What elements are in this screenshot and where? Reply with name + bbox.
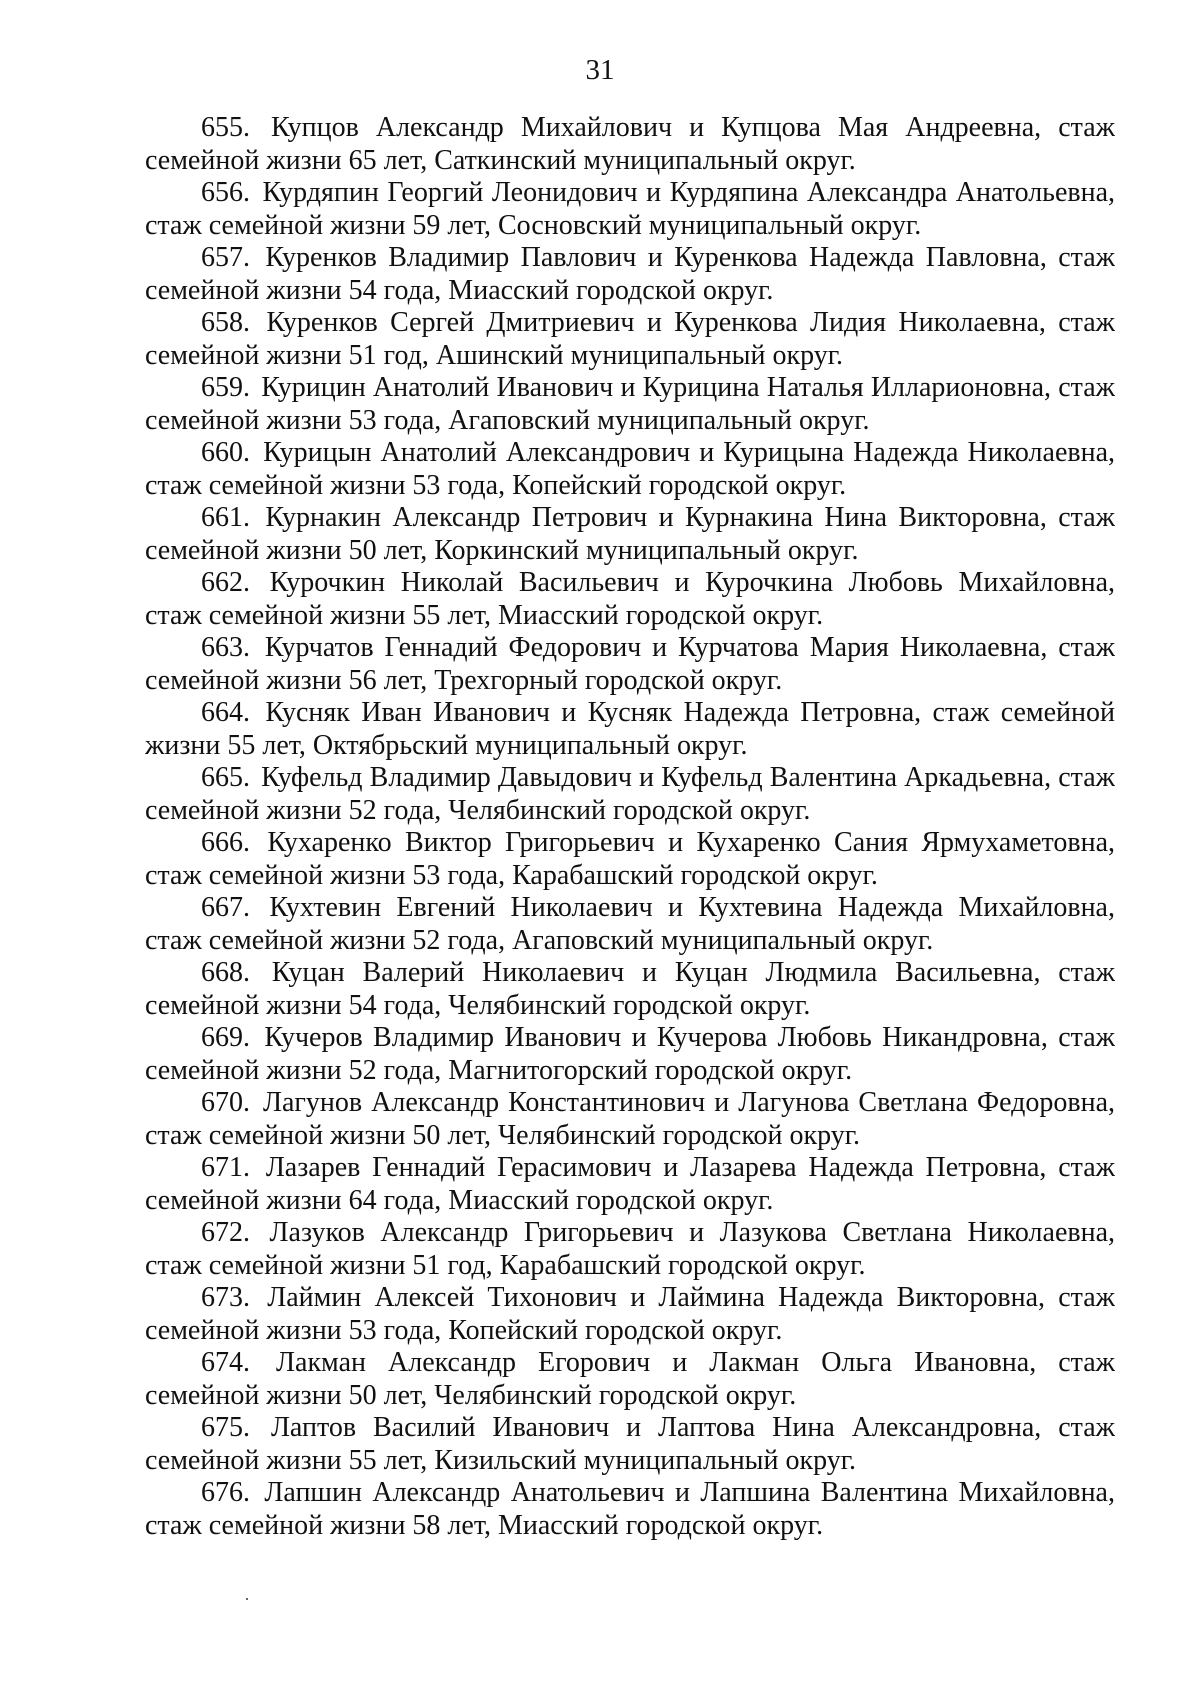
entry-number: 674. <box>201 1347 250 1378</box>
list-item <box>145 1347 1115 1412</box>
entry-text: Кухаренко Виктор Григорьевич и Кухаренко Сания Ярмухаметовна, стаж семейной жизни 53 года, Карабашский городской округ. <box>145 827 1115 891</box>
entry-text: Кухтевин Евгений Николаевич и Кухтевина Надежда Михайловна, стаж семейной жизни 52 года, Агаповский муниципальный округ. <box>145 892 1115 956</box>
entry-text: Курдяпин Георгий Леонидович и Курдяпина Александра Анатольевна, стаж семейной жизни 59 лет, Сосновский муниципальный округ. <box>145 177 1115 241</box>
entry-number: 675. <box>201 1412 250 1443</box>
list-item <box>145 1412 1115 1477</box>
entry-text: Курицын Анатолий Александрович и Курицына Надежда Николаевна, стаж семейной жизни 53 года, Копейский городской округ. <box>145 437 1115 501</box>
entry-number: 672. <box>201 1217 250 1248</box>
entry-number: 664. <box>201 697 250 728</box>
list-item <box>145 242 1115 307</box>
entry-text: Курочкин Николай Васильевич и Курочкина Любовь Михайловна, стаж семейной жизни 55 лет, Миасский городской округ. <box>145 567 1115 631</box>
list-item <box>145 437 1115 502</box>
entry-number: 669. <box>201 1022 250 1053</box>
list-item <box>145 892 1115 957</box>
entry-text: Лакман Александр Егорович и Лакман Ольга Ивановна, стаж семейной жизни 50 лет, Челябинский городской округ. <box>145 1347 1115 1411</box>
entry-text: Лаптов Василий Иванович и Лаптова Нина Александровна, стаж семейной жизни 55 лет, Кизильский муниципальный округ. <box>145 1412 1115 1476</box>
entry-text: Куфельд Владимир Давыдович и Куфельд Валентина Аркадьевна, стаж семейной жизни 52 года, Челябинский городской округ. <box>145 762 1115 826</box>
list-item <box>145 372 1115 437</box>
entry-text: Куренков Владимир Павлович и Куренкова Надежда Павловна, стаж семейной жизни 54 года, Миасский городской округ. <box>145 242 1115 306</box>
entry-number: 661. <box>201 502 250 533</box>
entry-number: 676. <box>201 1477 250 1508</box>
entry-text: Лазарев Геннадий Герасимович и Лазарева Надежда Петровна, стаж семейной жизни 64 года, Миасский городской округ. <box>145 1152 1115 1216</box>
list-item <box>145 1152 1115 1217</box>
list-item <box>145 567 1115 632</box>
entry-text: Кусняк Иван Иванович и Кусняк Надежда Петровна, стаж семейной жизни 55 лет, Октябрьский муниципальный округ. <box>145 697 1115 761</box>
list-item <box>145 1087 1115 1152</box>
list-item <box>145 957 1115 1022</box>
entry-text: Куренков Сергей Дмитриевич и Куренкова Лидия Николаевна, стаж семейной жизни 51 год, Ашинский муниципальный округ. <box>145 307 1115 371</box>
entry-list <box>145 112 1115 1542</box>
list-item <box>145 762 1115 827</box>
list-item <box>145 112 1115 177</box>
entry-number: 656. <box>201 177 250 208</box>
list-item <box>145 697 1115 762</box>
entry-text: Купцов Александр Михайлович и Купцова Мая Андреевна, стаж семейной жизни 65 лет, Саткинский муниципальный округ. <box>145 112 1115 176</box>
entry-number: 658. <box>201 307 250 338</box>
page-number: 31 <box>585 54 615 86</box>
entry-text: Курнакин Александр Петрович и Курнакина Нина Викторовна, стаж семейной жизни 50 лет, Коркинский муниципальный округ. <box>145 502 1115 566</box>
entry-text: Курицин Анатолий Иванович и Курицина Наталья Илларионовна, стаж семейной жизни 53 года, Агаповский муниципальный округ. <box>145 372 1115 436</box>
entry-number: 662. <box>201 567 250 598</box>
entry-number: 667. <box>201 892 250 923</box>
entry-number: 665. <box>201 762 250 793</box>
entry-number: 673. <box>201 1282 250 1313</box>
entry-text: Лапшин Александр Анатольевич и Лапшина Валентина Михайловна, стаж семейной жизни 58 лет, Миасский городской округ. <box>145 1477 1115 1541</box>
list-item <box>145 1282 1115 1347</box>
entry-text: Куцан Валерий Николаевич и Куцан Людмила Васильевна, стаж семейной жизни 54 года, Челябинский городской округ. <box>145 957 1115 1021</box>
entry-number: 668. <box>201 957 250 988</box>
entry-number: 660. <box>201 437 250 468</box>
entry-text: Кучеров Владимир Иванович и Кучерова Любовь Никандровна, стаж семейной жизни 52 года, Магнитогорский городской округ. <box>145 1022 1115 1086</box>
list-item <box>145 827 1115 892</box>
entry-number: 666. <box>201 827 250 858</box>
list-item <box>145 632 1115 697</box>
entry-text: Лаймин Алексей Тихонович и Лаймина Надежда Викторовна, стаж семейной жизни 53 года, Копейский городской округ. <box>145 1282 1115 1346</box>
list-item <box>145 177 1115 242</box>
entry-text: Лагунов Александр Константинович и Лагунова Светлана Федоровна, стаж семейной жизни 50 лет, Челябинский городской округ. <box>145 1087 1115 1151</box>
entry-number: 671. <box>201 1152 250 1183</box>
entry-text: Лазуков Александр Григорьевич и Лазукова Светлана Николаевна, стаж семейной жизни 51 год, Карабашский городской округ. <box>145 1217 1115 1281</box>
entry-number: 655. <box>201 112 250 143</box>
list-item <box>145 307 1115 372</box>
entry-number: 657. <box>201 242 250 273</box>
entry-number: 659. <box>201 372 250 403</box>
entry-text: Курчатов Геннадий Федорович и Курчатова Мария Николаевна, стаж семейной жизни 56 лет, Трехгорный городской округ. <box>145 632 1115 696</box>
entry-number: 670. <box>201 1087 250 1118</box>
list-item <box>145 1217 1115 1282</box>
list-item <box>145 1477 1115 1542</box>
entry-number: 663. <box>201 632 250 663</box>
list-item <box>145 502 1115 567</box>
scan-speck <box>246 1598 248 1600</box>
list-item <box>145 1022 1115 1087</box>
